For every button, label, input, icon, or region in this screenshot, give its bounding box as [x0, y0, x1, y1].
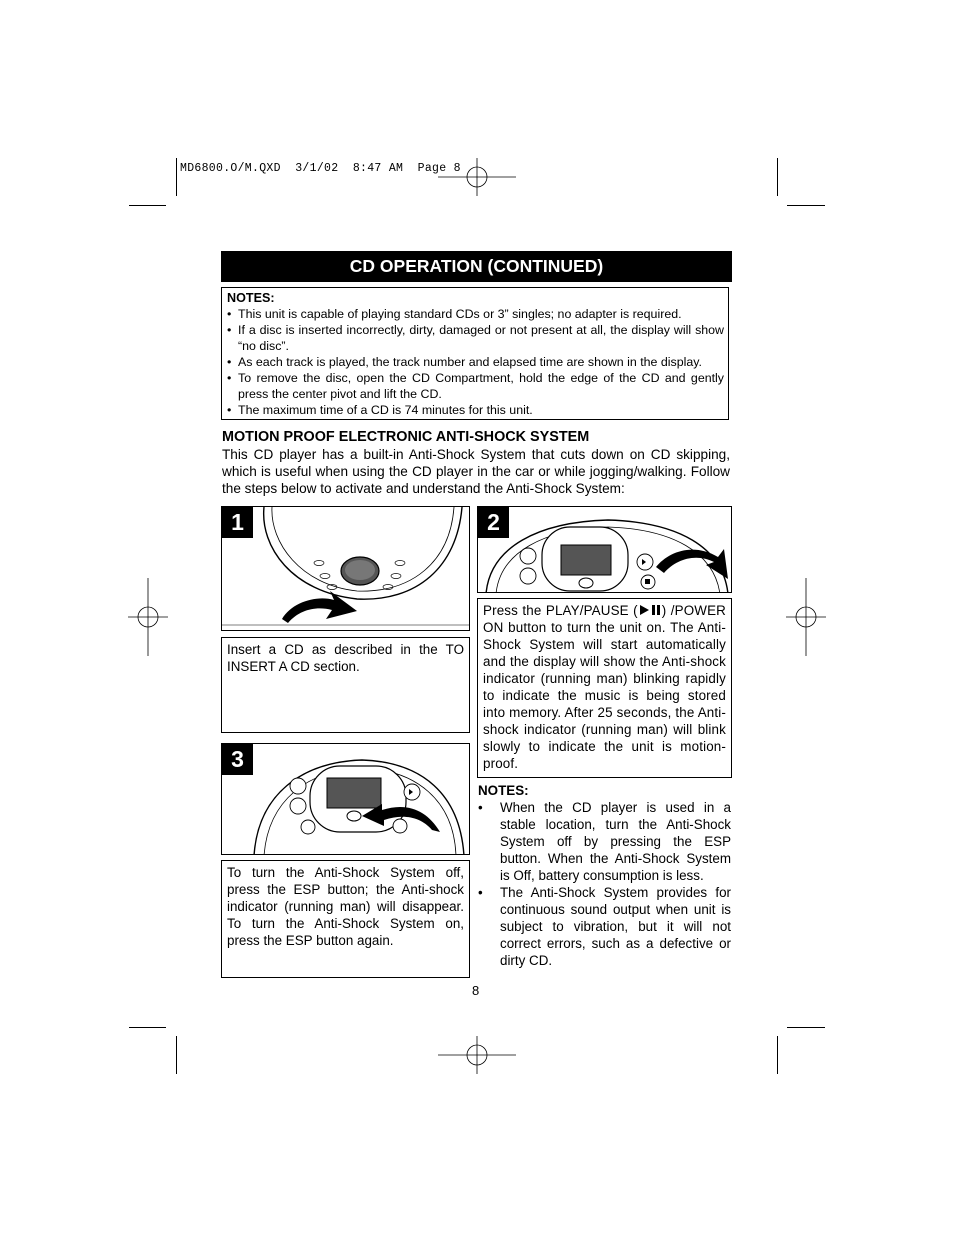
step-1-text: Insert a CD as described in the TO INSERT A CD section.: [221, 637, 470, 733]
step-2-illustration: [477, 506, 732, 593]
section-title: MOTION PROOF ELECTRONIC ANTI-SHOCK SYSTEM: [222, 429, 590, 445]
notes-box: [221, 287, 729, 420]
play-pause-icon: [638, 604, 662, 616]
note-item: • To remove the disc, open the CD Compartment, hold the edge of the CD and gently press the center pivot and lift the CD.: [227, 371, 724, 401]
note-item: • This unit is capable of playing standard CDs or 3” singles; no adapter is required.: [227, 307, 682, 321]
note-item: • The maximum time of a CD is 74 minutes for this unit.: [227, 403, 533, 417]
registration-mark-icon: [128, 578, 168, 656]
arrow-icon: [282, 591, 357, 623]
step-3-illustration: [221, 743, 470, 855]
bullet-mark: •: [227, 403, 232, 417]
arrow-icon: [656, 549, 728, 579]
note-item: • When the CD player is used in a stable location, turn the Anti-Shock System off by pressing the ESP button. When the Anti-Shock System is Off, battery consumption is less.: [478, 800, 731, 883]
step-number: 2: [478, 507, 509, 538]
cd-player-esp-illustration: [222, 744, 470, 855]
bullet-mark: •: [227, 371, 232, 385]
step-1-illustration: [221, 506, 470, 631]
bullet-mark: •: [478, 885, 483, 900]
section-intro: This CD player has a built-in Anti-Shock System that cuts down on CD skipping, which is useful when using the CD player in the car or while jogging/walking. Follow the steps below to activate and understand the Anti-Shock System:: [222, 447, 730, 496]
note-item: • As each track is played, the track number and elapsed time are shown in the display.: [227, 355, 702, 369]
print-header: MD6800.O/M.QXD 3/1/02 8:47 AM Page 8: [180, 162, 461, 175]
step-3-text: To turn the Anti-Shock System off, press the ESP button; the Anti-shock indicator (running man) will disappear. To turn the Anti-Shock System on, press the ESP button again.: [221, 860, 470, 978]
step-number: 3: [222, 744, 253, 775]
bullet-mark: •: [478, 800, 483, 815]
notes-anti-shock: [478, 782, 731, 969]
step-2-text: Press the PLAY/PAUSE ( ) /POWER ON button to turn the unit on. The Anti-Shock System will start automatically and the display will show the Anti-shock indicator (running man) blinking rapidly to indicate the music is being stored into memory. After 25 seconds, the Anti-shock indicator (running man) will blink slowly to indicate the unit is motion-proof.: [477, 598, 732, 778]
bullet-mark: •: [227, 307, 232, 321]
notes-title: NOTES:: [227, 291, 275, 305]
page-number: 8: [472, 983, 480, 998]
cd-player-top-illustration: [478, 507, 732, 593]
note-item: • The Anti-Shock System provides for continuous sound output when unit is subject to vibration, but it will not correct errors, such as a defective or dirty CD.: [478, 885, 731, 968]
bullet-mark: •: [227, 323, 232, 337]
registration-mark-icon: [786, 578, 826, 656]
notes-title: NOTES:: [478, 783, 529, 798]
section-banner: CD OPERATION (CONTINUED): [221, 251, 732, 282]
cd-player-open-illustration: [222, 507, 470, 631]
bullet-mark: •: [227, 355, 232, 369]
note-item: • If a disc is inserted incorrectly, dirty, damaged or not present at all, the display will show “no disc”.: [227, 323, 724, 353]
step-number: 1: [222, 507, 253, 538]
registration-mark-icon: [438, 1036, 516, 1074]
